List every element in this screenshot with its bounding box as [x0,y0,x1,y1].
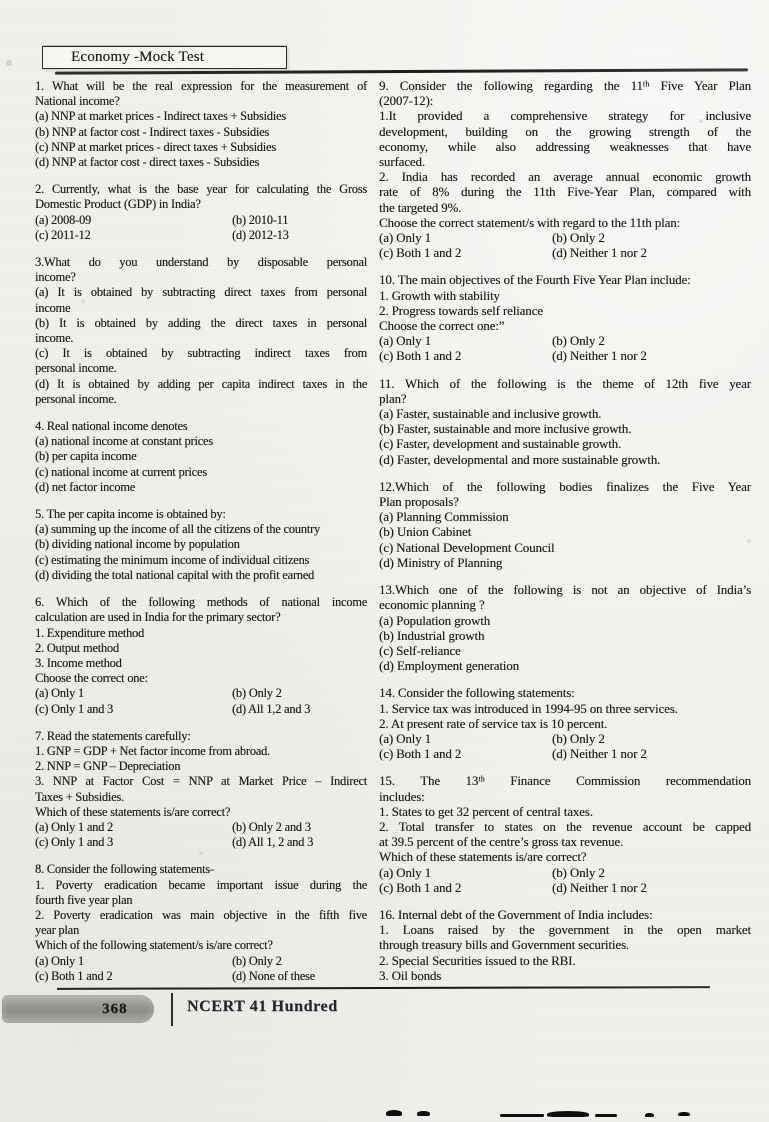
text-line: (c) NNP at market prices - direct taxes + Subsidies [35,139,276,154]
question [379,583,751,674]
option: (b) 2010-11 [232,212,289,227]
text-line: Taxes + Subsidies. [35,789,124,804]
text-line: 1. GNP = GDP + Net factor income from abroad. [35,743,270,758]
text-line: through treasury bills and Government securities. [379,938,629,953]
text-line: development, building on the growing strength of the [379,124,751,139]
scan-specks [0,0,2,2]
scan-artifact [500,1114,544,1117]
text-line: (c) Faster, development and sustainable growth. [379,437,622,452]
text-line: (a) national income at constant prices [35,434,213,449]
option-row [379,747,751,762]
option-row [35,228,367,243]
question [35,862,367,984]
text-line: 3. Income method [35,655,122,670]
option: (c) Both 1 and 2 [35,968,113,983]
question [379,377,751,468]
text-line: Choose the correct one:” [379,319,505,334]
question [35,182,367,243]
question [379,273,751,364]
option: (c) Both 1 and 2 [379,880,462,895]
option-row [379,231,751,246]
option-row [35,213,367,228]
text-line: income. [35,331,74,346]
text-line: 1. Expenditure method [35,625,145,640]
option: (b) Only 2 [552,731,605,746]
text-line: 13.Which one of the following is not an objective of India’s [379,583,751,598]
option: (d) Neither 1 nor 2 [552,349,647,364]
text-line: 2. NNP = GNP – Depreciation [35,759,181,774]
text-line: (a) Faster, sustainable and inclusive growth. [379,407,602,422]
text-line: the targeted 9%. [379,200,462,215]
option: (a) Only 1 [35,953,84,968]
question [379,79,751,261]
text-line: 16. Internal debt of the Government of India includes: [379,907,653,922]
text-line: year plan [35,923,79,938]
option: (a) Only 1 [379,731,431,746]
question [379,480,751,571]
option-row [35,702,367,717]
question [35,507,367,583]
text-line: Which of these statements is/are correct? [379,850,587,865]
option: (b) Only 2 [552,865,605,880]
option-row [379,866,751,881]
text-line: (d) dividing the total national capital with the profit earned [35,567,315,582]
option: (d) Neither 1 nor 2 [552,246,647,261]
text-line: 2. Currently, what is the base year for calculating the Gross [35,182,367,197]
text-line: 2. India has recorded an average annual economic growth [379,170,751,185]
text-line: calculation are used in India for the primary sector? [35,610,281,625]
text-line: 2. Poverty eradication was main objective in the fifth five [35,907,367,922]
option: (c) Both 1 and 2 [379,349,462,364]
option: (b) Only 2 [232,953,282,968]
text-line: Choose the correct one: [35,671,148,686]
text-line: 4. Real national income denotes [35,419,188,434]
text-line: personal income. [35,391,117,406]
question [379,774,751,896]
text-line: 7. Read the statements carefully: [35,728,191,743]
text-line: 9. Consider the following regarding the 11ᵗʰ Five Year Plan [379,79,751,93]
text-line: (c) Self-reliance [379,643,461,658]
scan-artifact [678,1112,690,1116]
text-line: 12.Which of the following bodies finalizes the Five Year [379,479,751,494]
option: (a) Only 1 and 2 [35,819,114,834]
text-line: 2. Special Securities issued to the RBI. [379,953,576,968]
option: (a) 2008-09 [35,212,91,227]
option: (c) Only 1 and 3 [35,835,114,850]
option-row [379,349,751,364]
option: (a) Only 1 [379,865,431,880]
option: (d) Neither 1 nor 2 [552,747,647,762]
text-line: fourth five year plan [35,892,133,907]
question [35,595,367,717]
text-line: 3. Oil bonds [379,968,442,983]
text-line: 1. Growth with stability [379,288,500,303]
text-line: (c) national income at current prices [35,464,207,479]
text-line: (c) National Development Council [379,540,555,555]
text-line: (b) Union Cabinet [379,525,472,540]
text-line: (a) Planning Commission [379,510,509,525]
text-line: 15. The 13ᵗʰ Finance Commission recommendation [379,774,751,789]
text-line: 1. Service tax was introduced in 1994-95 on three services. [379,701,678,716]
text-line: Domestic Product (GDP) in India? [35,197,201,212]
text-line: 2. Total transfer to states on the revenue account be capped [379,819,751,834]
text-line: Choose the correct statement/s with regard to the 11th plan: [379,215,681,230]
option: (b) Only 2 [552,334,605,349]
option-row [379,881,751,896]
option-row [35,969,367,984]
text-line: 14. Consider the following statements: [379,686,575,701]
text-line: (b) Industrial growth [379,628,485,643]
text-line: 3. NNP at Factor Cost = NNP at Market Price – Indirect [35,774,367,789]
scan-artifact [595,1114,617,1117]
text-line: (b) Faster, sustainable and more inclusive growth. [379,422,632,437]
text-line: plan? [379,391,407,406]
text-line: (c) It is obtained by subtracting indirect taxes from [35,346,367,361]
text-line: (b) dividing national income by population [35,537,240,552]
text-line: (d) NNP at factor cost - direct taxes - Subsidies [35,155,260,170]
text-line: Which of these statements is/are correct? [35,804,231,819]
option: (d) Neither 1 nor 2 [552,880,647,895]
option: (d) All 1, 2 and 3 [232,835,314,850]
footer-divider [171,993,173,1026]
right-column [379,79,751,996]
question [35,79,367,170]
option-row [379,246,751,261]
option-row [379,334,751,349]
text-line: surfaced. [379,155,425,170]
text-line: Which of the following statement/s is/are correct? [35,938,273,953]
text-line: income? [35,270,76,285]
text-line: (b) NNP at factor cost - Indirect taxes - Subsidies [35,124,269,139]
scan-artifact [645,1113,654,1117]
text-line: 2. At present rate of service tax is 10 percent. [379,716,608,731]
option-row [379,732,751,747]
text-line: 1. States to get 32 percent of central taxes. [379,804,593,819]
scan-artifact [417,1111,430,1116]
question [379,908,751,984]
text-line: includes: [379,789,425,804]
text-line: economic planning ? [379,598,485,613]
question [379,686,751,762]
option-row [35,820,367,835]
option-row [35,686,367,701]
text-line: personal income. [35,361,117,376]
text-line: rate of 8% during the 11th Five-Year Plan, compared with [379,185,751,200]
page-number-badge [2,995,154,1023]
text-line: (d) Ministry of Planning [379,555,503,570]
text-line: National income? [35,94,120,109]
text-line: 8. Consider the following statements- [35,862,214,877]
text-line: 1. Poverty eradication became important issue during the [35,877,367,892]
question [35,419,367,495]
question [35,729,367,851]
option: (c) Both 1 and 2 [379,246,462,261]
test-content [35,79,751,996]
text-line: (d) Faster, developmental and more sustainable growth. [379,452,661,467]
text-line: (a) summing up the income of all the citizens of the country [35,522,320,537]
page-title: Economy -Mock Test [71,49,205,65]
option: (b) Only 2 [552,231,605,246]
text-line: 6. Which of the following methods of national income [35,595,367,610]
text-line: (c) estimating the minimum income of individual citizens [35,552,310,567]
left-column [35,79,367,996]
scan-artifact [386,1110,402,1116]
text-line: economy, while also addressing weaknesses that have [379,139,751,154]
option: (d) 2012-13 [232,227,289,242]
option: (c) Both 1 and 2 [379,747,462,762]
page-number: 368 [102,1001,128,1017]
option-row [35,954,367,969]
text-line: (a) NNP at market prices - Indirect taxes + Subsidies [35,109,286,124]
text-line: 1. Loans raised by the government in the open market [379,923,751,938]
text-line: 5. The per capita income is obtained by: [35,507,226,522]
text-line: 1.It provided a comprehensive strategy for inclusive [379,109,751,124]
option: (b) Only 2 [232,686,282,701]
option-row [35,835,367,850]
text-line: 2. Output method [35,640,119,655]
text-line: (a) Population growth [379,613,491,628]
text-line: (a) It is obtained by subtracting direct taxes from personal [35,285,367,300]
option: (c) 2011-12 [35,227,91,242]
question [35,255,367,407]
text-line: Plan proposals? [379,495,459,510]
text-line: 10. The main objectives of the Fourth Five Year Plan include: [379,273,691,288]
text-line: 1. What will be the real expression for the measurement of [35,79,367,93]
option: (b) Only 2 and 3 [232,819,311,834]
text-line: 2. Progress towards self reliance [379,303,543,318]
option: (c) Only 1 and 3 [35,701,114,716]
text-line: at 39.5 percent of the centre’s gross tax revenue. [379,835,624,850]
option: (a) Only 1 [379,231,431,246]
text-line: (d) Employment generation [379,659,519,674]
text-line: (b) It is obtained by adding the direct taxes in personal [35,315,367,330]
scan-artifact [547,1111,589,1117]
option: (d) All 1,2 and 3 [232,701,311,716]
option: (d) None of these [232,968,315,983]
book-title: NCERT 41 Hundred [187,998,338,1015]
text-line: 11. Which of the following is the theme of 12th five year [379,376,751,391]
text-line: (2007-12): [379,94,434,109]
page-title-box [42,46,287,69]
text-line: (d) It is obtained by adding per capita indirect taxes in the [35,376,367,391]
text-line: (b) per capita income [35,449,137,464]
text-line: income [35,300,71,315]
text-line: 3.What do you understand by disposable personal [35,255,367,270]
option: (a) Only 1 [35,686,84,701]
header-rule [55,68,748,74]
text-line: (d) net factor income [35,479,136,494]
option: (a) Only 1 [379,334,431,349]
